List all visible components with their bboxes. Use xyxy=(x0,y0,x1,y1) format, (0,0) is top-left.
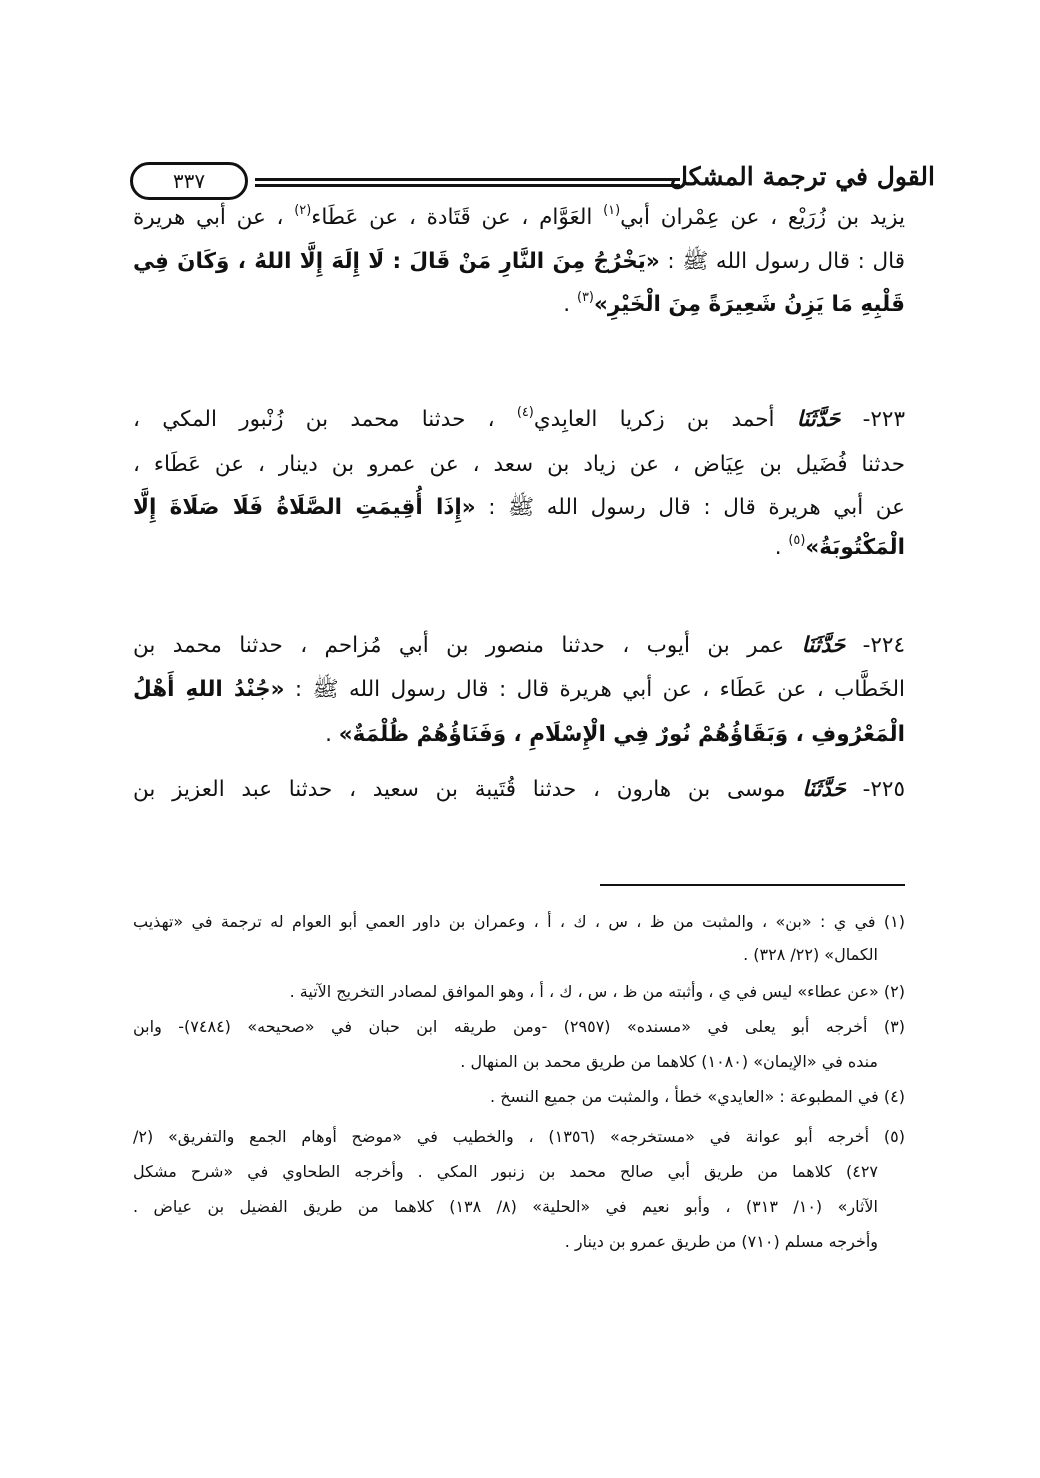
footnote-separator xyxy=(600,884,905,886)
hadith-text: «جُنْدُ اللهِ أَهْلُ xyxy=(133,677,285,702)
footnote-line: (٢) «عن عطاء» ليس في ي ، وأثبته من ظ ، س ، ك ، أ ، وهو الموافق لمصادر التخريج الآتية . xyxy=(289,982,905,1001)
hadith-text: الْمَكْتُوبَةُ» xyxy=(805,535,905,560)
text-line xyxy=(133,670,905,710)
text-segment: . xyxy=(774,535,789,560)
footnote-marker[interactable]: (٣) xyxy=(576,290,594,305)
text-segment: . xyxy=(563,292,577,317)
text-segment: ٢٢٣- xyxy=(840,407,905,432)
text-line xyxy=(133,445,905,485)
footnote-line: (٥) أخرجه أبو عوانة في «مستخرجه» (١٣٥٦) ، والخطيب في «موضح أوهام الجمع والتفريق» (٢/ xyxy=(133,1127,905,1146)
footnote-line: الآثار» (١٠/ ٣١٣) ، وأبو نعيم في «الحلية» (٨/ ١٣٨) كلاهما من طريق الفضيل بن عياض . xyxy=(133,1197,878,1216)
text-segment: عن أبي هريرة قال : قال رسول الله ﷺ : xyxy=(475,495,905,520)
footnote-marker[interactable]: (١) xyxy=(603,203,621,218)
text-line xyxy=(133,400,905,440)
text-line xyxy=(133,770,905,810)
text-segment: العَوَّام ، عن قَتَادة ، عن عَطَاء xyxy=(311,205,604,230)
text-segment: قال : قال رسول الله ﷺ : xyxy=(659,249,905,274)
text-segment: ، عن أبي هريرة xyxy=(133,205,295,230)
text-line xyxy=(133,626,905,666)
text-segment: يزيد بن زُرَيْع ، عن عِمْران أبي xyxy=(620,205,905,230)
footnote-line: وأخرجه مسلم (٧١٠) من طريق عمرو بن دينار . xyxy=(564,1232,878,1251)
header-double-rule xyxy=(255,178,680,187)
footnote-line: منده في «الإيمان» (١٠٨٠) كلاهما من طريق محمد بن المنهال . xyxy=(460,1052,878,1071)
footnote-line: (٣) أخرجه أبو يعلى في «مسنده» (٢٩٥٧) -ومن طريقه ابن حبان في «صحيحه» (٧٤٨٤)- وابن xyxy=(133,1017,905,1036)
narration-keyword: حَدَّثَنَا xyxy=(801,633,846,658)
text-segment: الخَطَّاب ، عن عَطَاء ، عن أبي هريرة قال : قال رسول الله ﷺ : xyxy=(284,677,905,702)
text-line xyxy=(133,528,905,568)
text-segment: ، حدثنا محمد بن زُنْبور المكي ، xyxy=(133,407,517,432)
text-segment: ٢٢٥- xyxy=(845,777,906,802)
text-segment: ٢٢٤- xyxy=(845,633,905,658)
narration-keyword: حَدَّثَنَا xyxy=(796,407,841,432)
text-segment: عمر بن أيوب ، حدثنا منصور بن أبي مُزاحم ، حدثنا محمد بن xyxy=(133,633,802,658)
hadith-text: الْمَعْرُوفِ ، وَبَقَاؤُهُمْ نُورٌ فِي الْإِسْلَامِ ، وَفَنَاؤُهُمْ ظُلْمَةٌ» xyxy=(338,722,905,747)
text-line xyxy=(133,242,905,282)
footnote-line: (٤) في المطبوعة : «العايدي» خطأ ، والمثبت من جميع النسخ . xyxy=(490,1087,905,1106)
text-line xyxy=(133,198,905,238)
hadith-text: «يَخْرُجُ مِنَ النَّارِ مَنْ قَالَ : لَا إِلَهَ إِلَّا اللهُ ، وَكَانَ فِي xyxy=(133,249,660,274)
footnote-marker[interactable]: (٢) xyxy=(294,203,312,218)
text-segment: موسى بن هارون ، حدثنا قُتَيبة بن سعيد ، حدثنا عبد العزيز بن xyxy=(133,777,803,802)
footnote-line: ٤٢٧) كلاهما من طريق أبي صالح محمد بن زنبور المكي . وأخرجه الطحاوي في «شرح مشكل xyxy=(133,1162,878,1181)
text-line xyxy=(133,285,905,325)
text-line xyxy=(133,488,905,528)
footnote-line: (١) في ي : «بن» ، والمثبت من ظ ، س ، ك ، أ ، وعمران بن داور العمي أبو العوام له ترجمة في «تهذيب xyxy=(133,912,905,931)
narration-keyword: حَدَّثَنَا xyxy=(802,777,846,802)
hadith-text: قَلْبِهِ مَا يَزِنُ شَعِيرَةً مِنَ الْخَيْرِ» xyxy=(593,292,905,317)
hadith-text: «إِذَا أُقِيمَتِ الصَّلَاةُ فَلَا صَلَاةَ إِلَّا xyxy=(133,495,476,520)
footnote-marker[interactable]: (٤) xyxy=(516,405,534,420)
footnote-marker[interactable]: (٥) xyxy=(788,533,806,548)
footnote-line: الكمال» (٢٢/ ٣٢٨) . xyxy=(743,945,878,964)
text-line xyxy=(133,715,905,755)
text-segment: . xyxy=(325,722,339,747)
running-header-title: القول في ترجمة المشكل xyxy=(669,162,935,191)
text-segment: أحمد بن زكريا العابِدي xyxy=(533,407,797,432)
text-segment: حدثنا فُضَيل بن عِيَاض ، عن زياد بن سعد ، عن عمرو بن دينار ، عن عَطَاء ، xyxy=(133,452,905,477)
page-number: ٣٣٧ xyxy=(130,162,248,200)
